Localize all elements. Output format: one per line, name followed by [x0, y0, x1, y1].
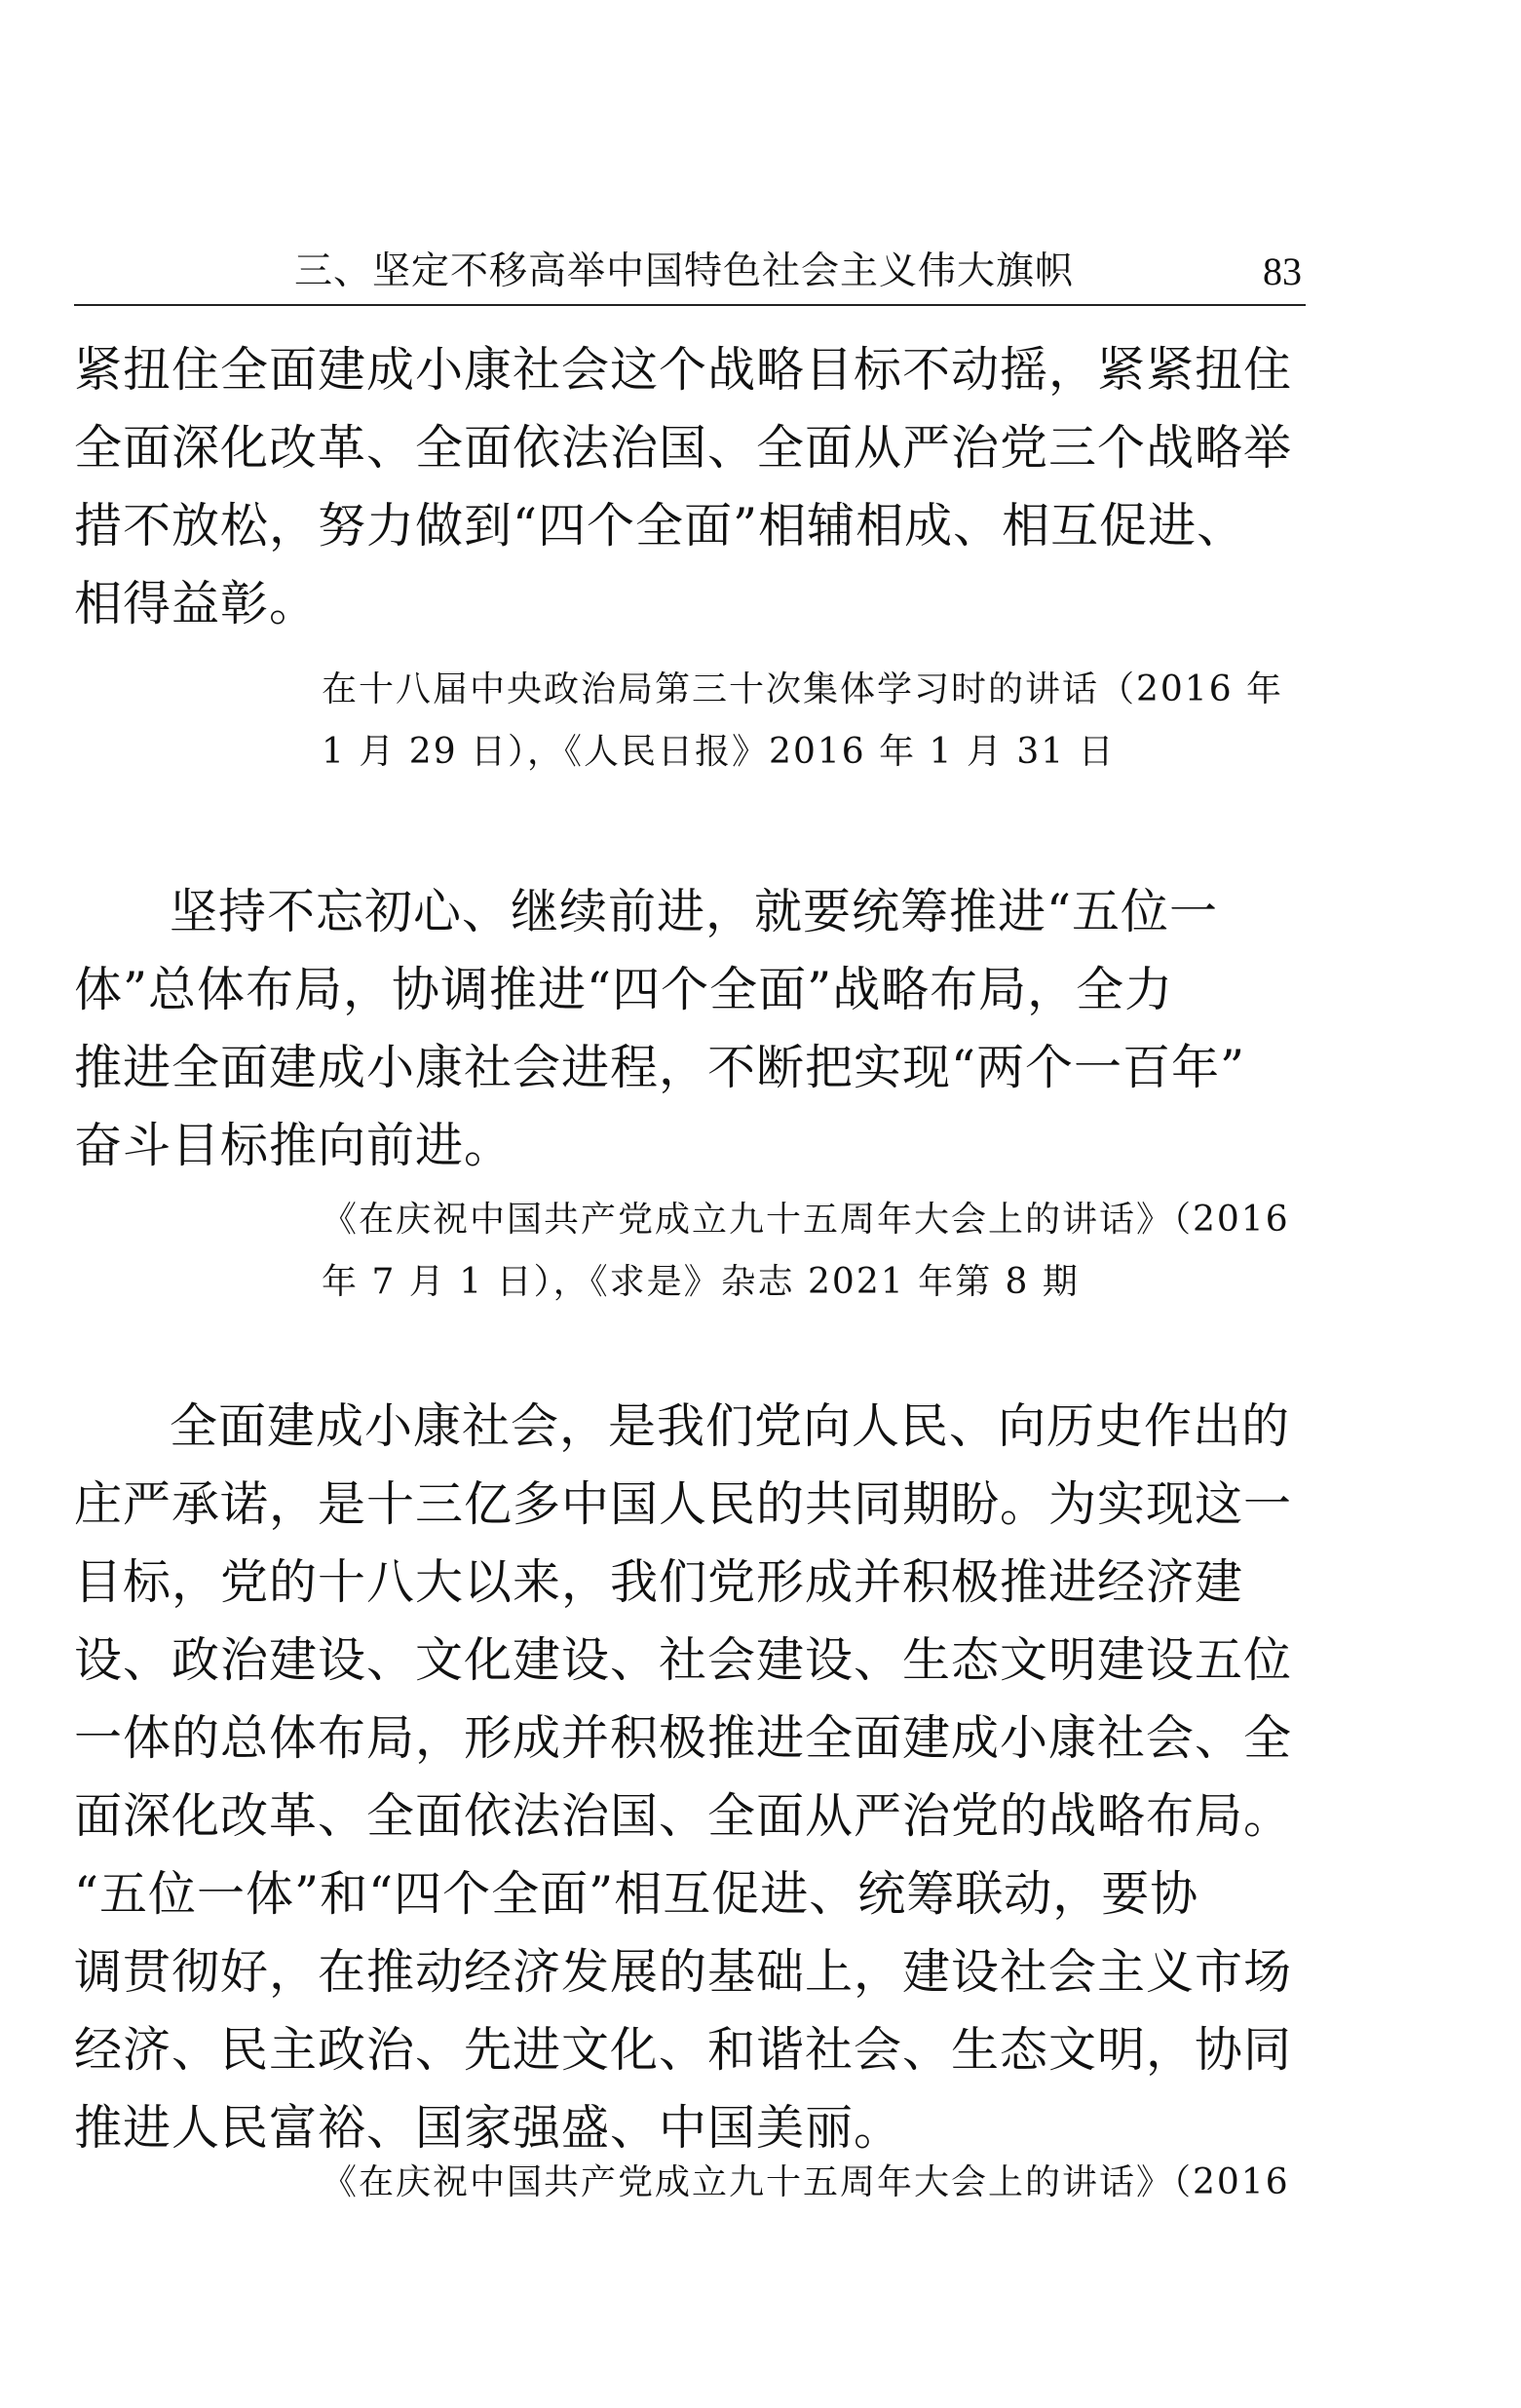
citation-line: 年 7 月 1 日），《求是》杂志 2021 年第 8 期: [322, 1262, 1080, 1302]
paragraph-line: 全面深化改革、全面依法治国、全面从严治党三个战略举: [74, 420, 1293, 476]
paragraph-line: 奋斗目标推向前进。: [74, 1118, 513, 1173]
citation-line: 在十八届中央政治局第三十次集体学习时的讲话（2016 年: [322, 669, 1284, 709]
paragraph-line: 体”总体布局，协调推进“四个全面”战略布局，全力: [74, 962, 1174, 1017]
running-title: 三、坚定不移高举中国特色社会主义伟大旗帜: [294, 249, 1075, 293]
page-number: 83: [1263, 249, 1302, 293]
paragraph-line: 庄严承诺，是十三亿多中国人民的共同期盼。为实现这一: [74, 1476, 1293, 1532]
paragraph-line: 全面建成小康社会，是我们党向人民、向历史作出的: [170, 1398, 1291, 1454]
paragraph-line: 设、政治建设、文化建设、社会建设、生态文明建设五位: [74, 1632, 1293, 1688]
citation-line: 《在庆祝中国共产党成立九十五周年大会上的讲话》（2016: [322, 1200, 1290, 1240]
paragraph-line: 坚持不忘初心、继续前进，就要统筹推进“五位一: [170, 884, 1219, 939]
paragraph-line: 目标，党的十八大以来，我们党形成并积极推进经济建: [74, 1554, 1244, 1610]
paragraph-line: “五位一体”和“四个全面”相互促进、统筹联动，要协: [74, 1866, 1199, 1922]
citation-line: 1 月 29 日），《人民日报》2016 年 1 月 31 日: [322, 732, 1116, 772]
header-rule: [74, 304, 1306, 306]
source-citation-3: [322, 2152, 1310, 2214]
quote-paragraph-1: [74, 331, 1310, 643]
paragraph-line: 面深化改革、全面依法治国、全面从严治党的战略布局。: [74, 1788, 1293, 1844]
source-citation-2: [322, 1189, 1310, 1314]
quote-paragraph-3: [74, 1388, 1310, 2167]
paragraph-line: 推进全面建成小康社会进程，不断把实现“两个一百年”: [74, 1040, 1246, 1095]
quote-paragraph-2: [74, 873, 1310, 1185]
paragraph-line: 相得益彰。: [74, 576, 319, 631]
paragraph-line: 调贯彻好，在推动经济发展的基础上，建设社会主义市场: [74, 1944, 1293, 2000]
paragraph-line: 一体的总体布局，形成并积极推进全面建成小康社会、全: [74, 1710, 1293, 1766]
running-header: [74, 246, 1306, 304]
paragraph-line: 紧扭住全面建成小康社会这个战略目标不动摇，紧紧扭住: [74, 342, 1293, 398]
source-citation-1: [322, 659, 1310, 784]
paragraph-line: 经济、民主政治、先进文化、和谐社会、生态文明，协同: [74, 2022, 1293, 2078]
paragraph-line: 推进人民富裕、国家强盛、中国美丽。: [74, 2100, 903, 2156]
paragraph-line: 措不放松，努力做到“四个全面”相辅相成、相互促进、: [74, 498, 1246, 554]
citation-line: 《在庆祝中国共产党成立九十五周年大会上的讲话》（2016: [322, 2162, 1290, 2202]
